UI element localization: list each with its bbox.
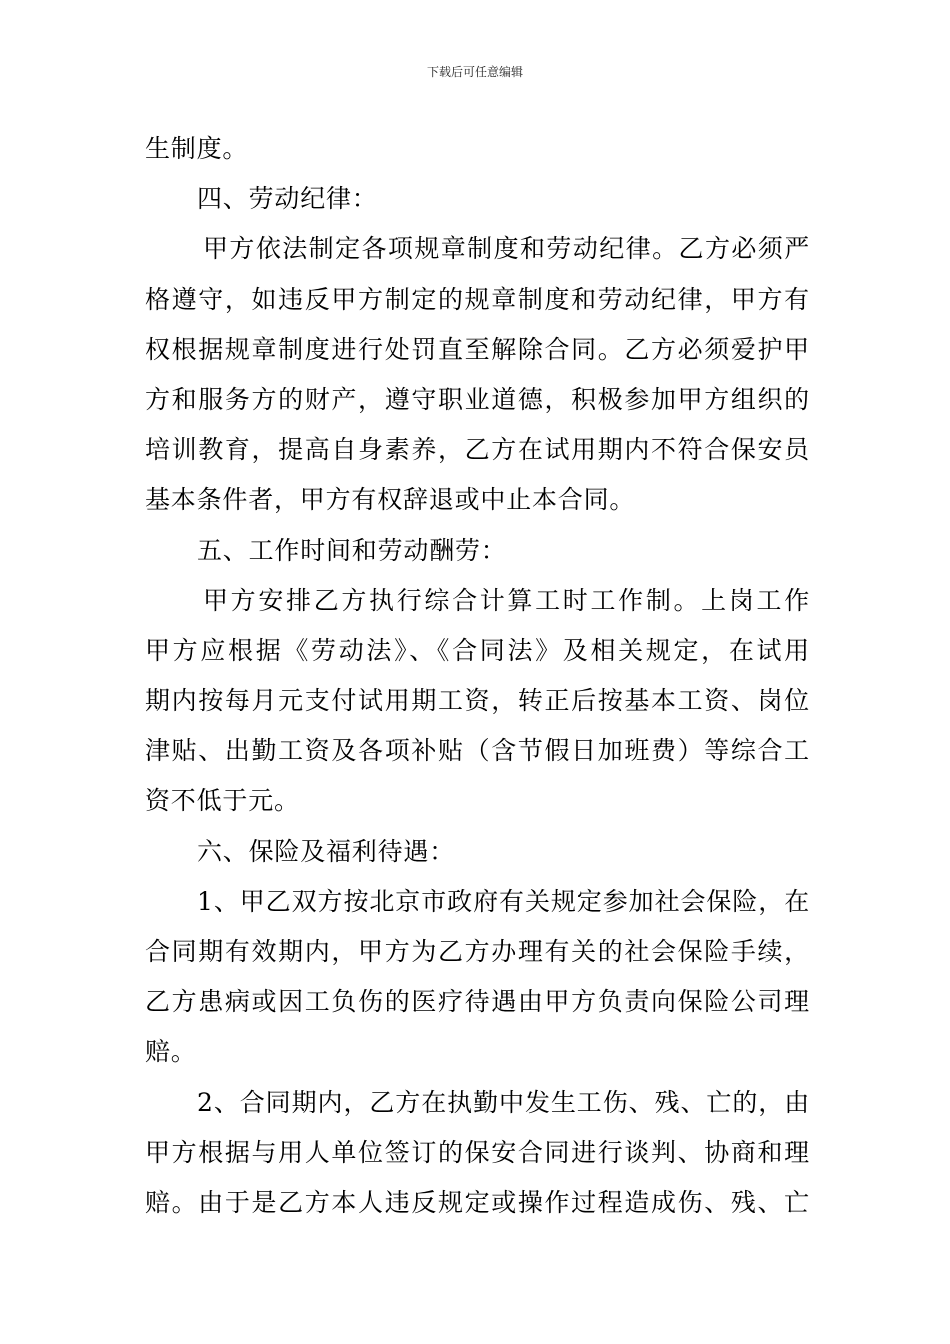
text-line: 五、工作时间和劳动酬劳：	[197, 535, 507, 565]
text-line: 格遵守，如违反甲方制定的规章制度和劳动纪律，甲方有	[145, 284, 810, 314]
text-line: 甲方安排乙方执行综合计算工时工作制。上岗工作	[203, 585, 810, 615]
text-line: 资不低于元。	[145, 786, 300, 816]
text-line: 培训教育，提高自身素养，乙方在试用期内不符合保安员	[145, 435, 810, 465]
page-header: 下载后可任意编辑	[426, 65, 523, 79]
text-line: 生制度。	[145, 134, 249, 163]
text-line: 1、甲乙双方按北京市政府有关规定参加社会保险，在	[197, 886, 810, 916]
text-line: 六、保险及福利待遇：	[197, 836, 456, 866]
text-line: 合同期有效期内，甲方为乙方办理有关的社会保险手续，	[145, 937, 810, 966]
document-body	[145, 124, 810, 1228]
text-line: 方和服务方的财产，遵守职业道德，积极参加甲方组织的	[145, 384, 810, 414]
text-line: 甲方根据与用人单位签订的保安合同进行谈判、协商和理	[145, 1137, 810, 1167]
text-line: 甲方应根据《劳动法》、《合同法》及相关规定，在试用	[145, 635, 810, 665]
text-line: 赔。	[145, 1037, 197, 1067]
text-line: 甲方依法制定各项规章制度和劳动纪律。乙方必须严	[203, 234, 810, 264]
text-line: 基本条件者，甲方有权辞退或中止本合同。	[145, 485, 636, 515]
text-line: 四、劳动纪律：	[197, 184, 378, 214]
text-line: 权根据规章制度进行处罚直至解除合同。乙方必须爱护甲	[145, 334, 810, 364]
text-line: 乙方患病或因工负伤的医疗待遇由甲方负责向保险公司理	[145, 987, 810, 1017]
text-line: 津贴、出勤工资及各项补贴（含节假日加班费）等综合工	[145, 736, 810, 766]
text-line: 期内按每月元支付试用期工资，转正后按基本工资、岗位	[145, 686, 810, 716]
text-line: 赔。由于是乙方本人违反规定或操作过程造成伤、残、亡	[145, 1187, 810, 1217]
text-line: 2、合同期内，乙方在执勤中发生工伤、残、亡的，由	[197, 1087, 810, 1117]
